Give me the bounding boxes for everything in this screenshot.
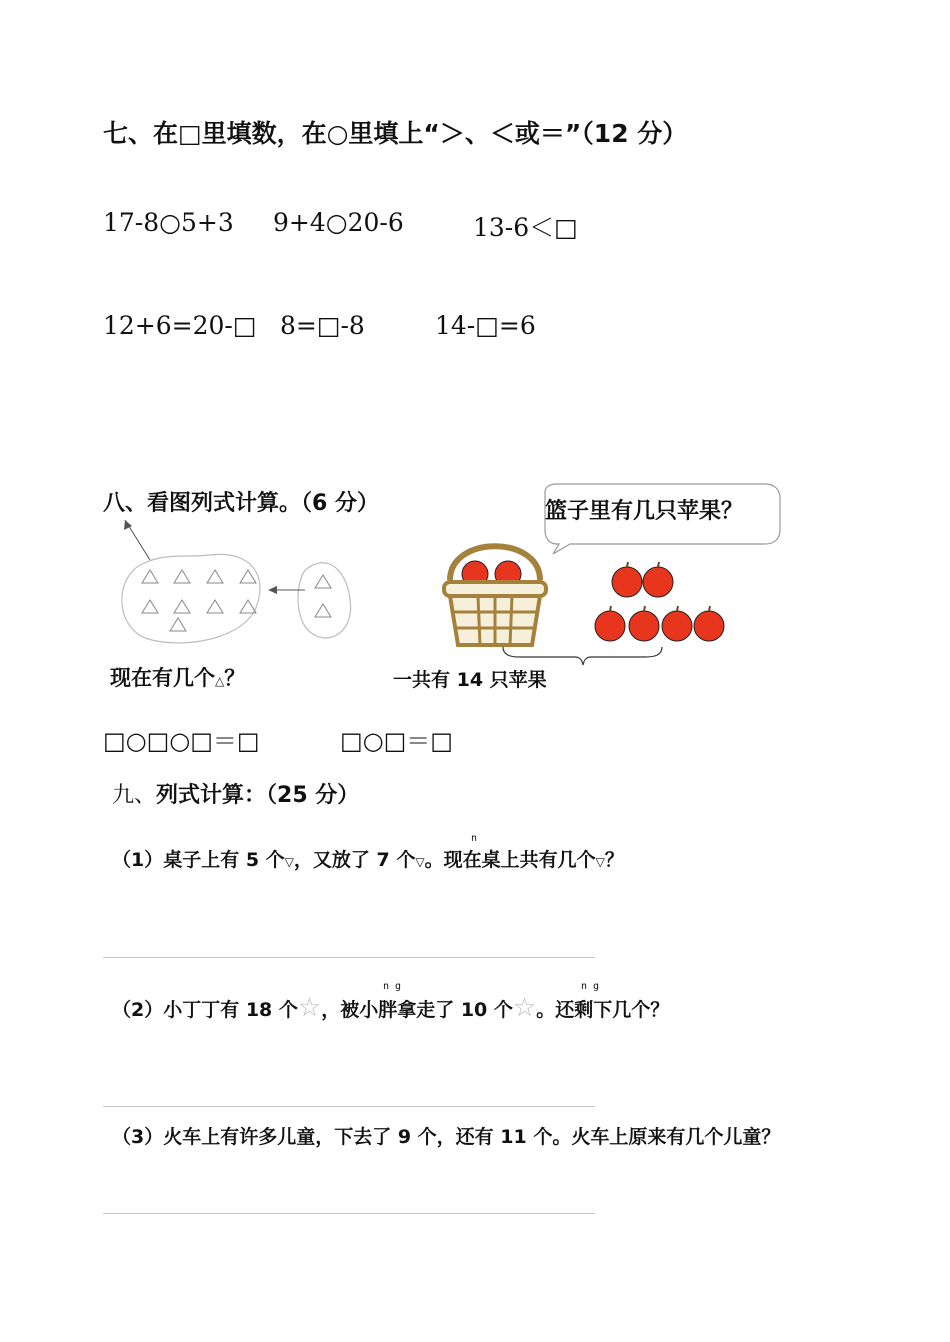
formula-left: □○□○□＝□ (103, 727, 260, 755)
q2-part-d: ？ (650, 999, 670, 1021)
cup-icon: ▽ (284, 855, 294, 869)
triangles-question (110, 662, 245, 692)
triangle-small-icon: △ (215, 674, 225, 688)
triangle-icon (315, 575, 331, 588)
section8-title: 八、看图列式计算。（6 分） (103, 491, 379, 516)
q2-pinyin-2: n g (581, 981, 600, 992)
star-icon: ☆ (512, 993, 537, 1023)
star-icon: ☆ (297, 993, 322, 1023)
triangle-icon (142, 570, 158, 583)
q1-part-b: ，又放了 7 个 (293, 849, 416, 871)
cup-icon: ▽ (415, 855, 425, 869)
triangle-icon (170, 618, 186, 631)
triangle-icon (240, 600, 256, 613)
triangles-question-text: 现在有几个 (110, 666, 215, 690)
apple-icon (595, 611, 625, 641)
equation-17-8: 17-8○5+3 (103, 208, 234, 237)
q2-part-c: 。还剩下几个 (536, 999, 651, 1021)
question-3: （3）火车上有许多儿童，下去了 9 个，还有 11 个。火车上原来有几个儿童？ (112, 1126, 781, 1148)
question-2 (112, 993, 669, 1023)
equation-8=: 8=□-8 (280, 311, 365, 340)
apple-icon (643, 567, 673, 597)
triangles-question-end: ？ (224, 666, 246, 690)
section9-title (112, 778, 359, 809)
q1-part-a: （1）桌子上有 5 个 (112, 849, 285, 871)
add-arrow-head (268, 586, 277, 594)
cup-icon: ▽ (595, 855, 605, 869)
equation-13-6: 13-6＜□ (473, 213, 578, 242)
brace-path (503, 647, 662, 665)
triangle-icon (240, 570, 256, 583)
apple-icon (694, 611, 724, 641)
basket-rim (444, 582, 546, 596)
answer-line-1[interactable] (103, 957, 595, 958)
question-1 (112, 845, 624, 872)
triangle-icon (142, 600, 158, 613)
left-blob (122, 554, 260, 643)
answer-line-3[interactable] (103, 1213, 595, 1214)
q1-part-c: 。现在桌上共有几个 (424, 849, 596, 871)
triangle-icon (315, 604, 331, 617)
apples-figure (590, 560, 730, 650)
q2-pinyin-1: n g (383, 981, 402, 992)
section9-title-text: 列式计算：（25 分） (156, 783, 360, 808)
bubble-text: 篮子里有几只苹果？ (545, 499, 744, 524)
q1-part-d: ？ (604, 849, 624, 871)
apples-total: 一共有 14 只苹果 (393, 669, 547, 691)
triangle-icon (207, 570, 223, 583)
equation-12+6: 12+6=20-□ (103, 311, 257, 340)
q2-part-b: ，被小胖拿走了 10 个 (321, 999, 513, 1021)
section7-title: 七、在□里填数，在○里填上“＞、＜或＝”（12 分） (103, 119, 688, 148)
apple-icon (612, 567, 642, 597)
brace (500, 645, 665, 667)
triangle-icon (174, 600, 190, 613)
section9-prefix: 九、 (112, 783, 157, 808)
answer-line-2[interactable] (103, 1106, 595, 1107)
formula-right: □○□＝□ (340, 727, 453, 755)
triangle-icon (174, 570, 190, 583)
q2-part-a: （2）小丁丁有 18 个 (112, 999, 298, 1021)
equation-9+4: 9+4○20-6 (273, 208, 404, 237)
apple-icon (662, 611, 692, 641)
apple-icon (629, 611, 659, 641)
triangle-icon (207, 600, 223, 613)
q1-pinyin: n (471, 833, 478, 844)
triangles-figure (110, 520, 370, 650)
right-blob (298, 563, 351, 638)
equation-14-: 14-□=6 (435, 311, 536, 340)
